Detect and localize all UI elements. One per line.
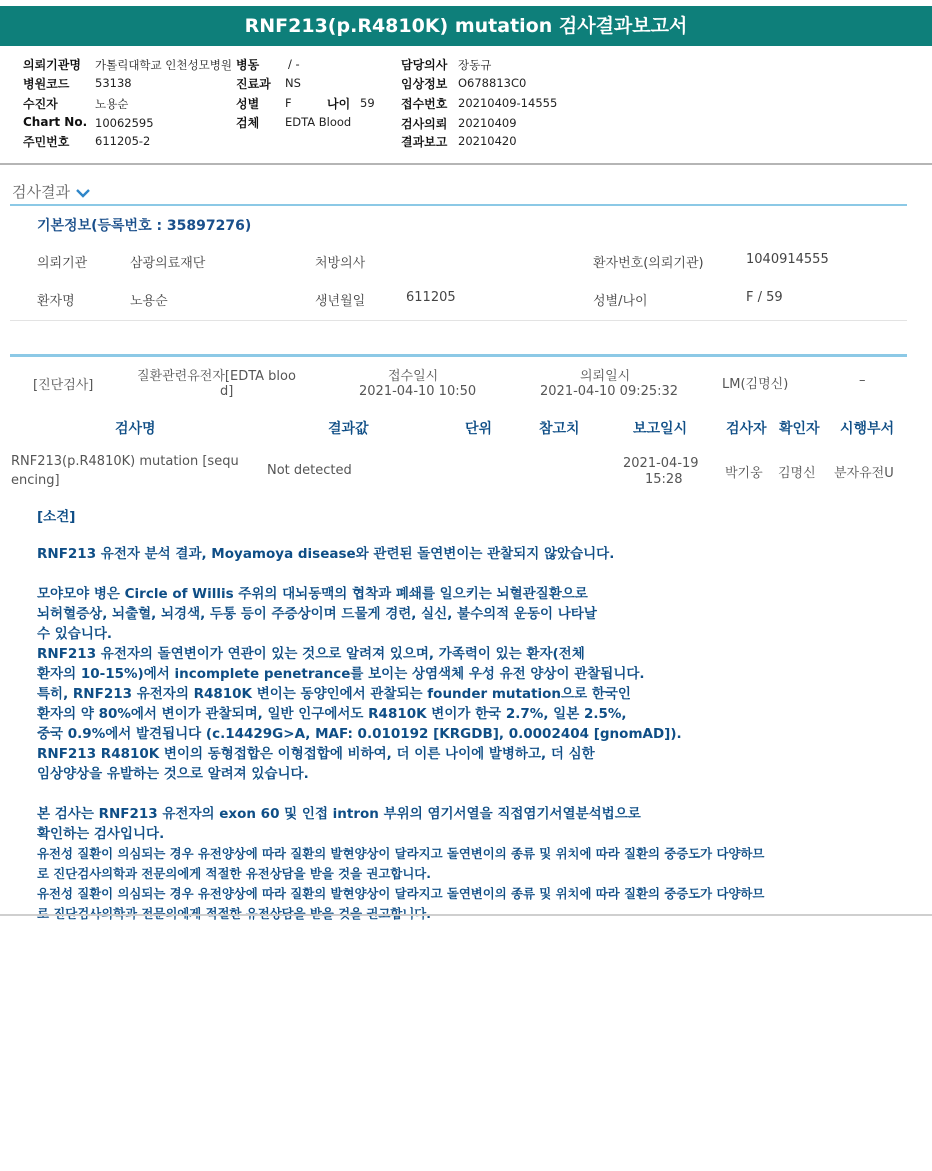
header-label: 병원코드 <box>23 77 70 91</box>
field-label: 환자명 <box>37 294 75 309</box>
opinion-line: 모야모야 병은 Circle of Willis 주위의 대뇌동맥의 협착과 폐쇄를 일으키는 뇌혈관질환으로 <box>37 586 588 602</box>
header-value: 장동규 <box>458 58 492 72</box>
request-category: [진단검사] <box>33 378 94 393</box>
field-value: 1040914555 <box>746 252 829 267</box>
opinion-line: 중국 0.9%에서 발견됩니다 (c.14429G>A, MAF: 0.010192 [KRGDB], 0.0002404 [gnomAD]). <box>37 726 682 742</box>
opinion-line: RNF213 유전자의 돌연변이가 연관이 있는 것으로 알려져 있으며, 가족력이 있는 환자(전체 <box>37 646 585 662</box>
opinion-line: 유전성 질환이 의심되는 경우 유전양상에 따라 질환의 발현양상이 달라지고 돌연변이의 종류 및 위치에 따라 질환의 중증도가 다양하므 <box>37 886 765 901</box>
opinion-heading: [소견] <box>37 509 76 525</box>
field-label: 성별/나이 <box>593 294 648 309</box>
results-section-header[interactable] <box>12 181 91 202</box>
header-label: 접수번호 <box>401 97 448 111</box>
column-header: 검사명 <box>115 421 156 437</box>
report-date: 2021-04-19 <box>623 456 699 471</box>
divider <box>10 320 907 321</box>
header-value: NS <box>285 76 301 90</box>
header-label: 나이 <box>327 97 351 111</box>
received-value: 2021-04-10 10:50 <box>359 384 477 399</box>
opinion-line: 수 있습니다. <box>37 626 113 642</box>
header-label: 의뢰기관명 <box>23 58 81 72</box>
header-value: O678813C0 <box>458 76 527 90</box>
column-header: 보고일시 <box>633 421 688 437</box>
header-value: 59 <box>360 96 375 110</box>
header-value: 가톨릭대학교 인천성모병원 <box>95 58 232 72</box>
field-label: 처방의사 <box>315 256 366 271</box>
header-value: EDTA Blood <box>285 115 352 129</box>
report-time: 15:28 <box>645 472 683 487</box>
column-header: 확인자 <box>779 421 820 437</box>
opinion-line: 환자의 약 80%에서 변이가 관찰되며, 일반 인구에서도 R4810K 변이가 한국 2.7%, 일본 2.5%, <box>37 706 627 722</box>
field-label: 의뢰기관 <box>37 256 88 271</box>
header-label: 성별 <box>236 97 260 111</box>
dash: – <box>859 373 866 388</box>
requested-value: 2021-04-10 09:25:32 <box>540 384 679 399</box>
field-value: 노용순 <box>130 294 168 309</box>
opinion-line: RNF213 유전자 분석 결과, Moyamoya disease와 관련된 돌연변이는 관찰되지 않았습니다. <box>37 546 615 562</box>
opinion-line: 유전성 질환이 의심되는 경우 유전양상에 따라 질환의 발현양상이 달라지고 돌연변이의 종류 및 위치에 따라 질환의 중증도가 다양하므 <box>37 846 765 861</box>
header-value: 노용순 <box>95 97 129 111</box>
opinion-line: 본 검사는 RNF213 유전자의 exon 60 및 인접 intron 부위의 염기서열을 직접염기서열분석법으로 <box>37 806 641 822</box>
report-title: RNF213(p.R4810K) mutation 검사결과보고서 <box>0 6 932 46</box>
header-label: Chart No. <box>23 115 88 129</box>
result-value: Not detected <box>267 463 352 478</box>
received-label: 접수일시 <box>388 369 439 384</box>
header-value: 10062595 <box>95 116 154 130</box>
chevron-down-icon[interactable] <box>75 185 91 201</box>
divider <box>10 354 907 357</box>
opinion-line <box>37 564 764 584</box>
opinion-line: 환자의 10-15%)에서 incomplete penetrance를 보이는 상염색체 우성 유전 양상이 관찰됩니다. <box>37 666 645 682</box>
field-label: 환자번호(의뢰기관) <box>593 256 704 271</box>
header-value: 20210420 <box>458 134 517 148</box>
header-label: 결과보고 <box>401 135 448 149</box>
header-label: 진료과 <box>236 77 271 91</box>
divider <box>0 914 932 916</box>
header-label: 담당의사 <box>401 58 448 72</box>
request-test-name: 질환관련유전자[EDTA bloo <box>137 369 296 384</box>
opinion-body <box>37 544 764 924</box>
field-value: 삼광의료재단 <box>130 256 206 271</box>
field-value: 611205 <box>406 290 456 305</box>
column-header: 검사자 <box>726 421 767 437</box>
opinion-line: 확인하는 검사입니다. <box>37 826 165 842</box>
header-label: 검체 <box>236 116 260 130</box>
divider <box>10 204 907 206</box>
confirmer: 김명신 <box>778 466 816 481</box>
test-name: RNF213(p.R4810K) mutation [sequ <box>11 454 239 469</box>
basic-info-title: 기본정보(등록번호 : 35897276) <box>37 218 252 234</box>
opinion-line: RNF213 R4810K 변이의 동형접합은 이형접합에 비하여, 더 이른 나이에 발병하고, 더 심한 <box>37 746 595 762</box>
column-header: 참고치 <box>539 421 580 437</box>
header-value: 53138 <box>95 76 132 90</box>
opinion-line: 로 진단검사의학과 전문의에게 적절한 유전상담을 받을 것을 권고합니다. <box>37 906 431 921</box>
field-value: F / 59 <box>746 290 783 305</box>
opinion-line: 로 진단검사의학과 전문의에게 적절한 유전상담을 받을 것을 권고합니다. <box>37 866 431 881</box>
opinion-line: 임상양상을 유발하는 것으로 알려져 있습니다. <box>37 766 309 782</box>
column-header: 시행부서 <box>840 421 895 437</box>
header-value: 20210409-14555 <box>458 96 558 110</box>
requested-label: 의뢰일시 <box>580 369 631 384</box>
header-label: 검사의뢰 <box>401 117 448 131</box>
header-value: F <box>285 96 292 110</box>
opinion-line: 뇌허혈증상, 뇌출혈, 뇌경색, 두통 등이 주증상이며 드물게 경련, 실신, 불수의적 운동이 나타날 <box>37 606 597 622</box>
field-label: 생년월일 <box>315 294 366 309</box>
lab-name: LM(김명신) <box>722 377 789 392</box>
tester: 박기웅 <box>725 466 763 481</box>
header-value: 20210409 <box>458 116 517 130</box>
header-value: 611205-2 <box>95 134 151 148</box>
column-header: 결과값 <box>328 421 369 437</box>
header-value: / - <box>288 57 300 71</box>
results-section-title: 검사결과 <box>12 183 70 201</box>
header-label: 병동 <box>236 58 260 72</box>
header-label: 주민번호 <box>23 135 70 149</box>
header-label: 임상정보 <box>401 77 448 91</box>
opinion-line: 특히, RNF213 유전자의 R4810K 변이는 동양인에서 관찰되는 founder mutation으로 한국인 <box>37 686 631 702</box>
department: 분자유전U <box>834 466 894 481</box>
opinion-line <box>37 784 764 804</box>
header-label: 수진자 <box>23 97 58 111</box>
test-name: encing] <box>11 473 60 488</box>
column-header: 단위 <box>465 421 493 437</box>
request-test-name: d] <box>220 384 234 399</box>
divider <box>0 163 932 165</box>
